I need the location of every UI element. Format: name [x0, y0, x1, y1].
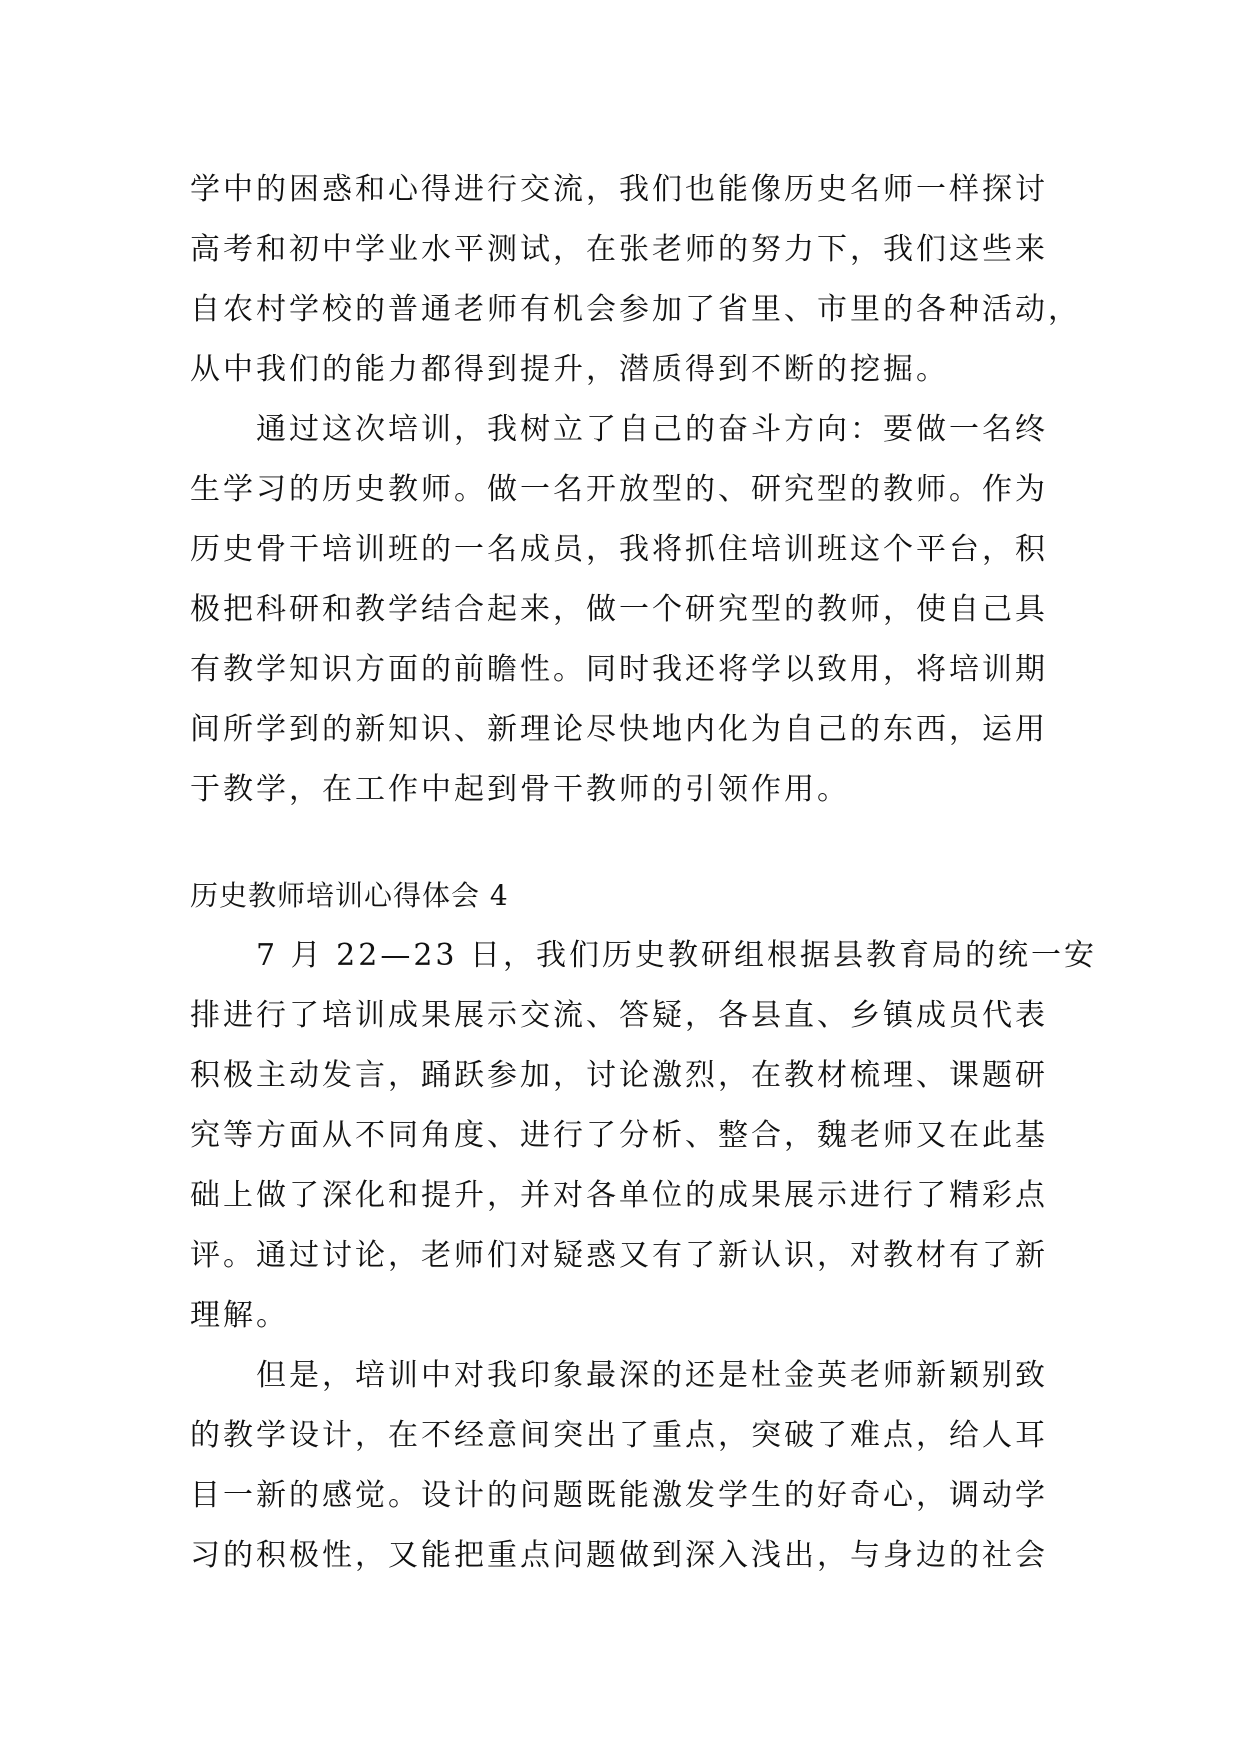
text-line: 评。通过讨论，老师们对疑惑又有了新认识，对教材有了新	[190, 1238, 1048, 1273]
text-line: 自农村学校的普通老师有机会参加了省里、市里的各种活动，	[190, 292, 1081, 327]
paragraph-3	[190, 926, 1098, 1346]
text-line: 7 月 22—23 日，我们历史教研组根据县教育局的统一安	[256, 938, 1098, 973]
text-line: 学中的困惑和心得进行交流，我们也能像历史名师一样探讨	[190, 172, 1048, 207]
document-body	[190, 160, 1098, 1586]
text-line: 历史骨干培训班的一名成员，我将抓住培训班这个平台，积	[190, 532, 1048, 567]
paragraph-4	[190, 1346, 1090, 1586]
paragraph-2	[190, 400, 1090, 820]
paragraph-1	[190, 160, 1090, 400]
text-line: 目一新的感觉。设计的问题既能激发学生的好奇心，调动学	[190, 1478, 1048, 1513]
text-line: 极把科研和教学结合起来，做一个研究型的教师，使自己具	[190, 592, 1048, 627]
text-line: 积极主动发言，踊跃参加，讨论激烈，在教材梳理、课题研	[190, 1058, 1048, 1093]
text-line: 通过这次培训，我树立了自己的奋斗方向：要做一名终	[256, 412, 1048, 447]
text-line: 生学习的历史教师。做一名开放型的、研究型的教师。作为	[190, 472, 1048, 507]
text-line: 的教学设计，在不经意间突出了重点，突破了难点，给人耳	[190, 1418, 1048, 1453]
text-line: 于教学，在工作中起到骨干教师的引领作用。	[190, 772, 850, 807]
text-line: 高考和初中学业水平测试，在张老师的努力下，我们这些来	[190, 232, 1048, 267]
text-line: 但是，培训中对我印象最深的还是杜金英老师新颖别致	[256, 1358, 1048, 1393]
text-line: 排进行了培训成果展示交流、答疑，各县直、乡镇成员代表	[190, 998, 1048, 1033]
text-line: 有教学知识方面的前瞻性。同时我还将学以致用，将培训期	[190, 652, 1048, 687]
text-line: 间所学到的新知识、新理论尽快地内化为自己的东西，运用	[190, 712, 1048, 747]
text-line: 础上做了深化和提升，并对各单位的成果展示进行了精彩点	[190, 1178, 1048, 1213]
text-line: 从中我们的能力都得到提升，潜质得到不断的挖掘。	[190, 352, 949, 387]
text-line: 习的积极性，又能把重点问题做到深入浅出，与身边的社会	[190, 1538, 1048, 1573]
text-line: 究等方面从不同角度、进行了分析、整合，魏老师又在此基	[190, 1118, 1048, 1153]
section-title: 历史教师培训心得体会 4	[190, 879, 509, 912]
text-line: 理解。	[190, 1298, 289, 1333]
